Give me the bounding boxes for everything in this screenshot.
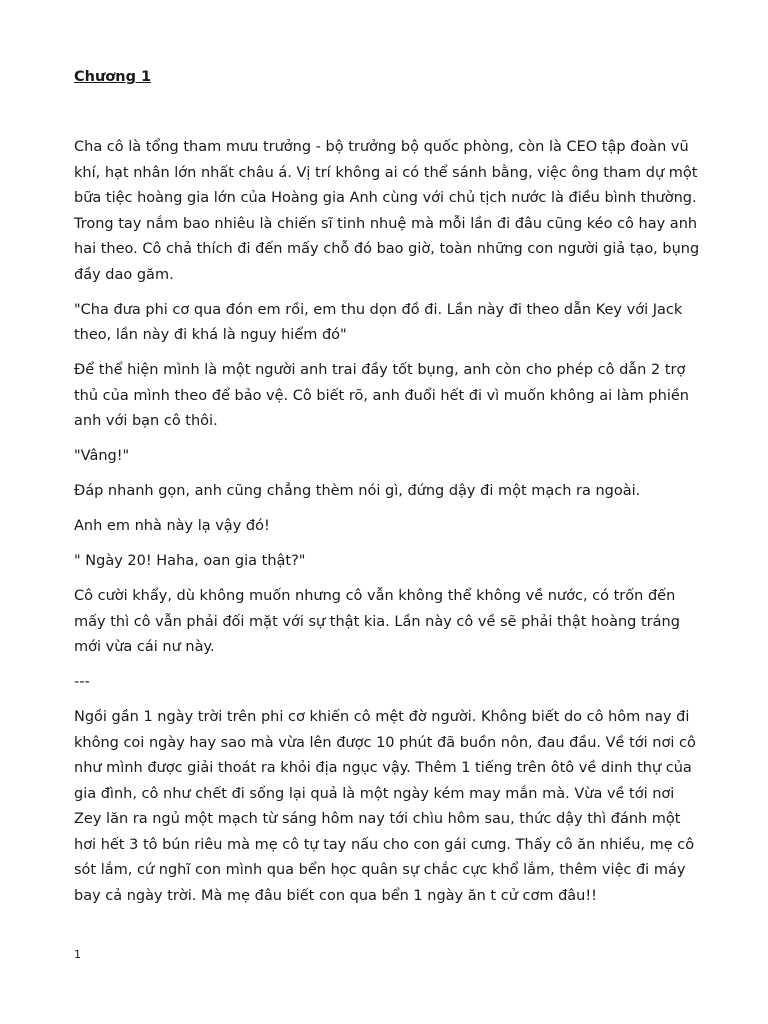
paragraph: Anh em nhà này lạ vậy đó! xyxy=(74,518,270,534)
paragraph: " Ngày 20! Haha, oan gia thật?" xyxy=(74,553,306,569)
chapter-title: Chương 1 xyxy=(74,69,152,85)
page-number: 1 xyxy=(74,948,81,961)
paragraph: "Vâng!" xyxy=(74,448,130,464)
paragraph: "Cha đưa phi cơ qua đón em rồi, em thu dọn đồ đi. Lần này đi theo dẫn Key với Jack theo, lần này đi khá là nguy hiểm đó" xyxy=(74,301,683,343)
chapter-body xyxy=(74,135,704,919)
section-separator: --- xyxy=(74,674,90,690)
paragraph: Để thể hiện mình là một người anh trai đầy tốt bụng, anh còn cho phép cô dẫn 2 trợ thủ của mình theo để bảo vệ. Cô biết rõ, anh đuổi hết đi vì muốn không ai làm phiền anh với bạn cô thôi. xyxy=(74,362,689,429)
paragraph: Cha cô là tổng tham mưu trưởng - bộ trưởng bộ quốc phòng, còn là CEO tập đoàn vũ khí, hạt nhân lớn nhất châu á. Vị trí không ai có thể sánh bằng, việc ông tham dự một bữa tiệc hoàng gia lớn của Hoàng gia Anh cùng với chủ tịch nước là điều bình thường. Trong tay nắm bao nhiêu là chiến sĩ tinh nhuệ mà mỗi lần đi đâu cũng kéo cô hay anh hai theo. Cô chả thích đi đến mấy chỗ đó bao giờ, toàn những con người giả tạo, bụng đầy dao găm. xyxy=(74,139,700,283)
paragraph: Ngồi gần 1 ngày trời trên phi cơ khiến cô mệt đờ người. Không biết do cô hôm nay đi không coi ngày hay sao mà vừa lên được 10 phút đã buồn nôn, đau đầu. Về tới nơi cô như mình được giải thoát ra khỏi địa ngục vậy. Thêm 1 tiếng trên ôtô về dinh thự của gia đình, cô như chết đi sống lại quả là một ngày kém may mắn mà. Vừa về tới nơi Zey lăn ra ngủ một mạch từ sáng hôm nay tới chìu hôm sau, thức dậy thì đánh một hơi hết 3 tô bún riêu mà mẹ cô tự tay nấu cho con gái cưng. Thấy cô ăn nhiều, mẹ cô sót lắm, cứ nghĩ con mình qua bển học quân sự chắc cực khổ lắm, thêm việc đi máy bay cả ngày trời. Mà mẹ đâu biết con qua bển 1 ngày ăn t cử cơm đâu!! xyxy=(74,709,696,904)
paragraph: Đáp nhanh gọn, anh cũng chẳng thèm nói gì, đứng dậy đi một mạch ra ngoài. xyxy=(74,483,641,499)
paragraph: Cô cười khẩy, dù không muốn nhưng cô vẫn không thể không về nước, có trốn đến mấy thì cô vẫn phải đối mặt với sự thật kia. Lần này cô về sẽ phải thật hoàng tráng mới vừa cái nư này. xyxy=(74,588,680,655)
